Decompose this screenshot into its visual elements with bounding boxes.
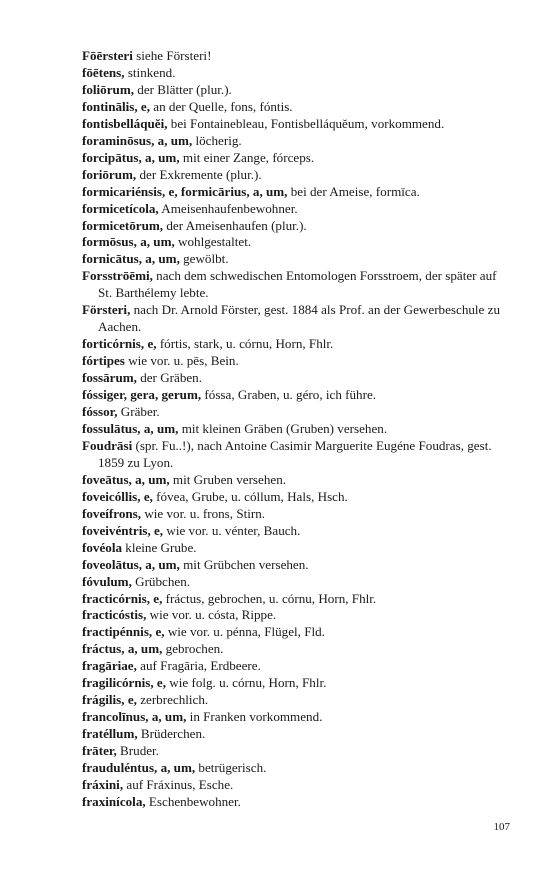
entry-definition: mit einer Zange, fórceps. — [179, 149, 315, 165]
entry-headword: fossulātus, a, um, — [82, 420, 179, 436]
entry-headword: fratéllum, — [82, 726, 138, 742]
entry-definition: bei Fontainebleau, Fontisbelláquĕum, vorkommend. — [167, 115, 445, 131]
dictionary-entry — [82, 201, 512, 218]
entry-definition: siehe Försteri! — [132, 48, 212, 63]
entry-definition: kleine Grube. — [122, 539, 197, 555]
entry-headword: frauduléntus, a, um, — [82, 760, 196, 776]
entry-definition: gewölbt. — [179, 251, 229, 267]
entry-definition: mit Gruben versehen. — [169, 471, 287, 487]
dictionary-entry — [82, 760, 512, 777]
entry-headword: formicetōrum, — [82, 217, 164, 233]
entry-headword: formicetícola, — [82, 200, 159, 216]
entry-headword: fórtipes — [82, 353, 125, 369]
dictionary-entry — [82, 65, 512, 82]
entry-definition: Ameisenhaufenbewohner. — [158, 200, 298, 216]
dictionary-entry — [82, 268, 512, 302]
dictionary-entry — [82, 116, 512, 133]
dictionary-entry — [82, 404, 512, 421]
entry-headword: foveífrons, — [82, 505, 142, 521]
dictionary-entry — [82, 607, 512, 624]
entry-headword: foraminōsus, a, um, — [82, 132, 193, 148]
entry-headword: fractipénnis, e, — [82, 624, 165, 640]
dictionary-entry — [82, 82, 512, 99]
entry-definition: fráctus, gebrochen, u. córnu, Horn, Fhlr. — [162, 590, 377, 606]
entry-definition: der Blätter (plur.). — [134, 81, 232, 97]
dictionary-entry — [82, 302, 512, 336]
entry-definition: Grübchen. — [131, 573, 191, 589]
entry-definition: betrügerisch. — [195, 760, 267, 776]
entry-definition: wie vor. u. cósta, Rippe. — [146, 607, 277, 623]
entry-headword: formicariénsis, e, formicārius, a, um, — [82, 183, 288, 199]
entry-definition: fórtis, stark, u. córnu, Horn, Fhlr. — [156, 336, 334, 352]
entry-definition: nach dem schwedischen Entomologen Forsstroem, der später auf St. Barthélemy lebte. — [98, 268, 497, 301]
entry-headword: Försteri, — [82, 302, 131, 318]
dictionary-entry — [82, 472, 512, 489]
dictionary-entry — [82, 540, 512, 557]
dictionary-entry — [82, 218, 512, 235]
entry-definition: fóssa, Graben, u. géro, ich führe. — [201, 387, 377, 403]
entry-definition: (spr. Fu..!), nach Antoine Casimir Marguerite Eugéne Foudras, gest. 1859 zu Lyon. — [98, 437, 492, 470]
entry-headword: foveivéntris, e, — [82, 522, 164, 538]
dictionary-entry — [82, 421, 512, 438]
dictionary-entry — [82, 133, 512, 150]
entry-headword: fragilicórnis, e, — [82, 675, 166, 691]
page-number: 107 — [493, 821, 510, 833]
entry-headword: fornicātus, a, um, — [82, 251, 180, 267]
entry-definition: in Franken vorkommend. — [186, 709, 323, 725]
entry-definition: zerbrechlich. — [136, 692, 209, 708]
entry-list — [82, 48, 512, 811]
dictionary-entry — [82, 336, 512, 353]
entry-definition: der Exkremente (plur.). — [136, 166, 262, 182]
entry-headword: fragāriae, — [82, 658, 137, 674]
dictionary-entry — [82, 658, 512, 675]
dictionary-entry — [82, 184, 512, 201]
dictionary-entry — [82, 506, 512, 523]
entry-headword: fontisbelláquĕi, — [82, 115, 168, 131]
entry-headword: Fōērsteri — [82, 48, 133, 63]
entry-headword: fracticórnis, e, — [82, 590, 163, 606]
entry-definition: auf Fráxinus, Esche. — [123, 776, 234, 792]
dictionary-entry — [82, 726, 512, 743]
dictionary-entry — [82, 709, 512, 726]
entry-definition: auf Fragāria, Erdbeere. — [136, 658, 261, 674]
dictionary-entry — [82, 99, 512, 116]
dictionary-entry — [82, 692, 512, 709]
entry-headword: fráxini, — [82, 776, 124, 792]
entry-definition: Bruder. — [116, 743, 159, 759]
dictionary-entry — [82, 574, 512, 591]
dictionary-entry — [82, 387, 512, 404]
entry-headword: fraxinícola, — [82, 793, 146, 809]
entry-headword: fontinālis, e, — [82, 98, 151, 114]
entry-definition: wie vor. u. frons, Stirn. — [141, 505, 266, 521]
entry-definition: an der Quelle, fons, fóntis. — [150, 98, 293, 114]
entry-headword: foriōrum, — [82, 166, 137, 182]
entry-definition: Eschenbewohner. — [145, 793, 241, 809]
dictionary-entry — [82, 167, 512, 184]
dictionary-entry — [82, 557, 512, 574]
dictionary-entry — [82, 523, 512, 540]
entry-definition: der Gräben. — [136, 370, 202, 386]
entry-definition: wie vor. u. pēs, Bein. — [124, 353, 239, 369]
entry-definition: der Ameisenhaufen (plur.). — [163, 217, 307, 233]
entry-definition: fóvea, Grube, u. cóllum, Hals, Hsch. — [152, 488, 348, 504]
entry-headword: foveolātus, a, um, — [82, 556, 180, 572]
entry-headword: fossārum, — [82, 370, 137, 386]
entry-headword: fráctus, a, um, — [82, 641, 163, 657]
entry-headword: fōētens, — [82, 64, 125, 80]
dictionary-entry — [82, 624, 512, 641]
entry-definition: löcherig. — [192, 132, 242, 148]
dictionary-entry — [82, 675, 512, 692]
entry-definition: wie folg. u. córnu, Horn, Fhlr. — [166, 675, 327, 691]
dictionary-entry — [82, 641, 512, 658]
dictionary-entry — [82, 353, 512, 370]
entry-definition: mit kleinen Gräben (Gruben) versehen. — [178, 420, 388, 436]
dictionary-entry — [82, 489, 512, 506]
entry-headword: fóssor, — [82, 404, 118, 420]
dictionary-entry — [82, 251, 512, 268]
entry-definition: nach Dr. Arnold Förster, gest. 1884 als Prof. an der Gewerbeschule zu Aachen. — [98, 302, 501, 335]
entry-definition: Brüderchen. — [137, 726, 206, 742]
entry-definition: wie vor. u. pénna, Flügel, Fld. — [164, 624, 325, 640]
dictionary-entry — [82, 370, 512, 387]
entry-headword: forcipātus, a, um, — [82, 149, 180, 165]
entry-headword: Foudrāsi — [82, 437, 133, 453]
entry-headword: Forsstrōēmi, — [82, 268, 153, 284]
entry-definition: wie vor. u. vénter, Bauch. — [163, 522, 301, 538]
entry-definition: gebrochen. — [162, 641, 224, 657]
entry-headword: francolīnus, a, um, — [82, 709, 187, 725]
entry-definition: stinkend. — [124, 64, 176, 80]
entry-headword: fóvulum, — [82, 573, 132, 589]
entry-headword: foveicóllis, e, — [82, 488, 153, 504]
entry-headword: fracticóstis, — [82, 607, 147, 623]
entry-definition: wohlgestaltet. — [174, 234, 252, 250]
entry-headword: foveātus, a, um, — [82, 471, 170, 487]
entry-definition: Gräber. — [117, 404, 160, 420]
dictionary-entry — [82, 777, 512, 794]
entry-headword: frágilis, e, — [82, 692, 137, 708]
dictionary-entry — [82, 234, 512, 251]
entry-definition: bei der Ameise, formīca. — [287, 183, 420, 199]
entry-headword: foliōrum, — [82, 81, 135, 97]
entry-headword: fovéola — [82, 539, 122, 555]
dictionary-entry — [82, 150, 512, 167]
dictionary-entry — [82, 48, 512, 65]
entry-headword: frāter, — [82, 743, 117, 759]
dictionary-entry — [82, 591, 512, 608]
entry-headword: formōsus, a, um, — [82, 234, 175, 250]
entry-definition: mit Grübchen versehen. — [179, 556, 309, 572]
dictionary-entry — [82, 438, 512, 472]
entry-headword: fóssiger, gera, gerum, — [82, 387, 202, 403]
dictionary-entry — [82, 743, 512, 760]
entry-headword: forticórnis, e, — [82, 336, 157, 352]
dictionary-entry — [82, 794, 512, 811]
